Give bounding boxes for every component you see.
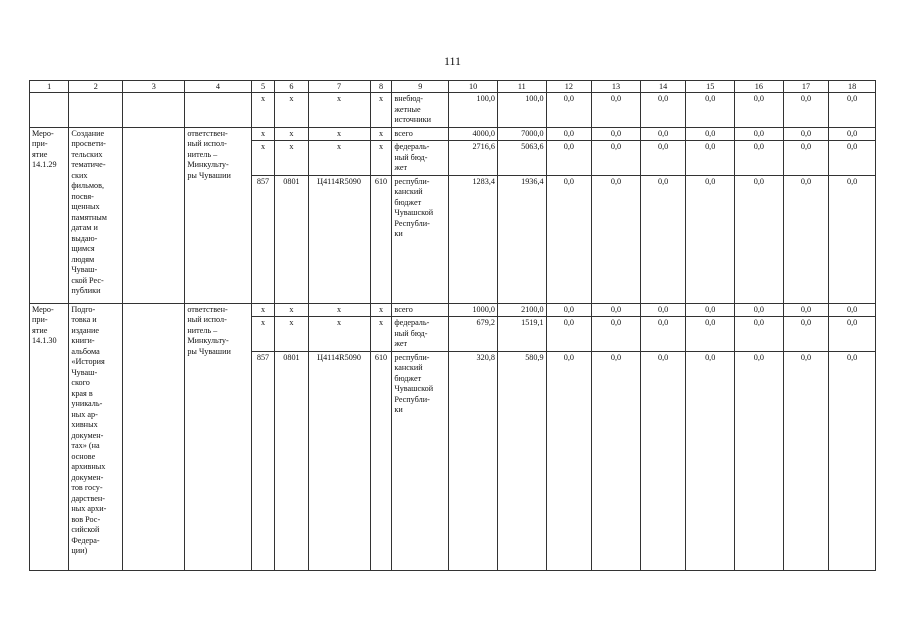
value-cell: 0,0 <box>546 317 592 352</box>
value-cell: 0,0 <box>829 127 876 141</box>
column-number-cell: 5 <box>251 81 275 93</box>
code-cell <box>30 93 69 128</box>
kbk-target-cell: x <box>308 141 370 176</box>
funding-source-cell: всего <box>392 303 449 317</box>
executor-cell: ответствен- ный испол- нитель – Минкульту- ры Чувашии <box>185 303 251 570</box>
value-cell: 0,0 <box>640 141 686 176</box>
value-cell: 0,0 <box>592 93 641 128</box>
funding-source-cell: республи- канский бюджет Чувашской Республи- ки <box>392 351 449 570</box>
value-cell: 0,0 <box>686 175 735 303</box>
kbk-grbs-cell: x <box>251 93 275 128</box>
value-cell: 100,0 <box>449 93 498 128</box>
event-code-cell: Меро- при- ятие 14.1.30 <box>30 303 69 570</box>
kbk-expense-type-cell: x <box>370 303 392 317</box>
value-cell: 0,0 <box>686 93 735 128</box>
kbk-expense-type-cell: x <box>370 93 392 128</box>
value-cell: 1519,1 <box>497 317 546 352</box>
value-cell: 0,0 <box>783 351 829 570</box>
value-cell: 1000,0 <box>449 303 498 317</box>
value-cell: 0,0 <box>783 93 829 128</box>
kbk-section-cell: x <box>275 93 308 128</box>
value-cell: 0,0 <box>783 175 829 303</box>
value-cell: 0,0 <box>735 317 784 352</box>
value-cell: 1936,4 <box>497 175 546 303</box>
value-cell: 0,0 <box>686 303 735 317</box>
value-cell: 0,0 <box>829 317 876 352</box>
header-row <box>30 81 876 93</box>
kbk-expense-type-cell: x <box>370 317 392 352</box>
value-cell: 0,0 <box>640 317 686 352</box>
value-cell: 0,0 <box>735 127 784 141</box>
column-number-cell: 14 <box>640 81 686 93</box>
value-cell: 0,0 <box>546 141 592 176</box>
kbk-target-cell: Ц4114R5090 <box>308 175 370 303</box>
value-cell: 679,2 <box>449 317 498 352</box>
kbk-expense-type-cell: x <box>370 141 392 176</box>
column-number-cell: 18 <box>829 81 876 93</box>
value-cell: 0,0 <box>546 93 592 128</box>
funding-source-cell: федераль- ный бюд- жет <box>392 317 449 352</box>
funding-source-cell: всего <box>392 127 449 141</box>
kbk-expense-type-cell: x <box>370 127 392 141</box>
funding-source-cell: республи- канский бюджет Чувашской Республи- ки <box>392 175 449 303</box>
value-cell: 0,0 <box>735 93 784 128</box>
value-cell: 0,0 <box>783 127 829 141</box>
empty-cell <box>123 303 185 570</box>
kbk-expense-type-cell: 610 <box>370 175 392 303</box>
value-cell: 580,9 <box>497 351 546 570</box>
table-row <box>30 93 876 128</box>
value-cell: 100,0 <box>497 93 546 128</box>
kbk-target-cell: x <box>308 317 370 352</box>
value-cell: 0,0 <box>686 141 735 176</box>
value-cell: 0,0 <box>640 351 686 570</box>
value-cell: 0,0 <box>546 175 592 303</box>
value-cell: 0,0 <box>829 141 876 176</box>
event-name-cell: Создание просвети- тельских тематиче- ских фильмов, посвя- щенных памятным датам и выдаю- щимся людям Чуваш- ской Рес- публики <box>69 127 123 303</box>
kbk-grbs-cell: x <box>251 303 275 317</box>
value-cell: 0,0 <box>783 303 829 317</box>
value-cell: 0,0 <box>735 351 784 570</box>
kbk-expense-type-cell: 610 <box>370 351 392 570</box>
value-cell: 0,0 <box>640 93 686 128</box>
value-cell: 0,0 <box>592 141 641 176</box>
value-cell: 0,0 <box>783 317 829 352</box>
table-row <box>30 127 876 141</box>
value-cell: 0,0 <box>546 127 592 141</box>
empty-cell <box>123 127 185 303</box>
kbk-target-cell: x <box>308 303 370 317</box>
value-cell: 4000,0 <box>449 127 498 141</box>
empty-cell <box>123 93 185 128</box>
page-number: 111 <box>443 54 462 68</box>
value-cell: 0,0 <box>592 351 641 570</box>
column-number-cell: 7 <box>308 81 370 93</box>
value-cell: 2100,0 <box>497 303 546 317</box>
kbk-grbs-cell: 857 <box>251 351 275 570</box>
kbk-grbs-cell: x <box>251 141 275 176</box>
value-cell: 1283,4 <box>449 175 498 303</box>
table-row <box>30 303 876 317</box>
kbk-section-cell: x <box>275 141 308 176</box>
value-cell: 0,0 <box>640 303 686 317</box>
value-cell: 0,0 <box>829 175 876 303</box>
funding-source-cell: внебюд- жетные источники <box>392 93 449 128</box>
kbk-section-cell: x <box>275 303 308 317</box>
value-cell: 320,8 <box>449 351 498 570</box>
column-number-cell: 2 <box>69 81 123 93</box>
kbk-target-cell: x <box>308 93 370 128</box>
value-cell: 0,0 <box>783 141 829 176</box>
value-cell: 0,0 <box>829 303 876 317</box>
column-number-cell: 11 <box>497 81 546 93</box>
value-cell: 7000,0 <box>497 127 546 141</box>
kbk-section-cell: x <box>275 317 308 352</box>
value-cell: 0,0 <box>592 303 641 317</box>
value-cell: 0,0 <box>592 317 641 352</box>
kbk-grbs-cell: 857 <box>251 175 275 303</box>
value-cell: 5063,6 <box>497 141 546 176</box>
column-number-cell: 17 <box>783 81 829 93</box>
kbk-target-cell: Ц4114R5090 <box>308 351 370 570</box>
value-cell: 2716,6 <box>449 141 498 176</box>
value-cell: 0,0 <box>686 317 735 352</box>
value-cell: 0,0 <box>640 175 686 303</box>
column-number-cell: 12 <box>546 81 592 93</box>
kbk-grbs-cell: x <box>251 127 275 141</box>
column-number-cell: 10 <box>449 81 498 93</box>
event-code-cell: Меро- при- ятие 14.1.29 <box>30 127 69 303</box>
column-number-cell: 6 <box>275 81 308 93</box>
value-cell: 0,0 <box>592 127 641 141</box>
value-cell: 0,0 <box>829 93 876 128</box>
column-number-cell: 15 <box>686 81 735 93</box>
column-number-cell: 1 <box>30 81 69 93</box>
column-number-cell: 16 <box>735 81 784 93</box>
column-number-cell: 3 <box>123 81 185 93</box>
column-number-cell: 13 <box>592 81 641 93</box>
event-name-cell: Подго- товка и издание книги- альбома «История Чуваш- ского края в уникаль- ных ар- хивных докумен- тах» (на основе архивных докумен- тов госу- дарствен- ных архи- вов Рос- сийской Федера- ции) <box>69 303 123 570</box>
kbk-section-cell: 0801 <box>275 351 308 570</box>
kbk-section-cell: x <box>275 127 308 141</box>
kbk-section-cell: 0801 <box>275 175 308 303</box>
value-cell: 0,0 <box>686 127 735 141</box>
executor-cell: ответствен- ный испол- нитель – Минкульту- ры Чувашии <box>185 127 251 303</box>
value-cell: 0,0 <box>592 175 641 303</box>
column-number-cell: 9 <box>392 81 449 93</box>
value-cell: 0,0 <box>735 141 784 176</box>
value-cell: 0,0 <box>735 175 784 303</box>
value-cell: 0,0 <box>546 351 592 570</box>
value-cell: 0,0 <box>686 351 735 570</box>
column-number-cell: 8 <box>370 81 392 93</box>
column-number-cell: 4 <box>185 81 251 93</box>
value-cell: 0,0 <box>546 303 592 317</box>
name-cell <box>69 93 123 128</box>
kbk-target-cell: x <box>308 127 370 141</box>
kbk-grbs-cell: x <box>251 317 275 352</box>
executor-cell <box>185 93 251 128</box>
budget-table <box>29 80 876 571</box>
value-cell: 0,0 <box>640 127 686 141</box>
value-cell: 0,0 <box>735 303 784 317</box>
funding-source-cell: федераль- ный бюд- жет <box>392 141 449 176</box>
value-cell: 0,0 <box>829 351 876 570</box>
